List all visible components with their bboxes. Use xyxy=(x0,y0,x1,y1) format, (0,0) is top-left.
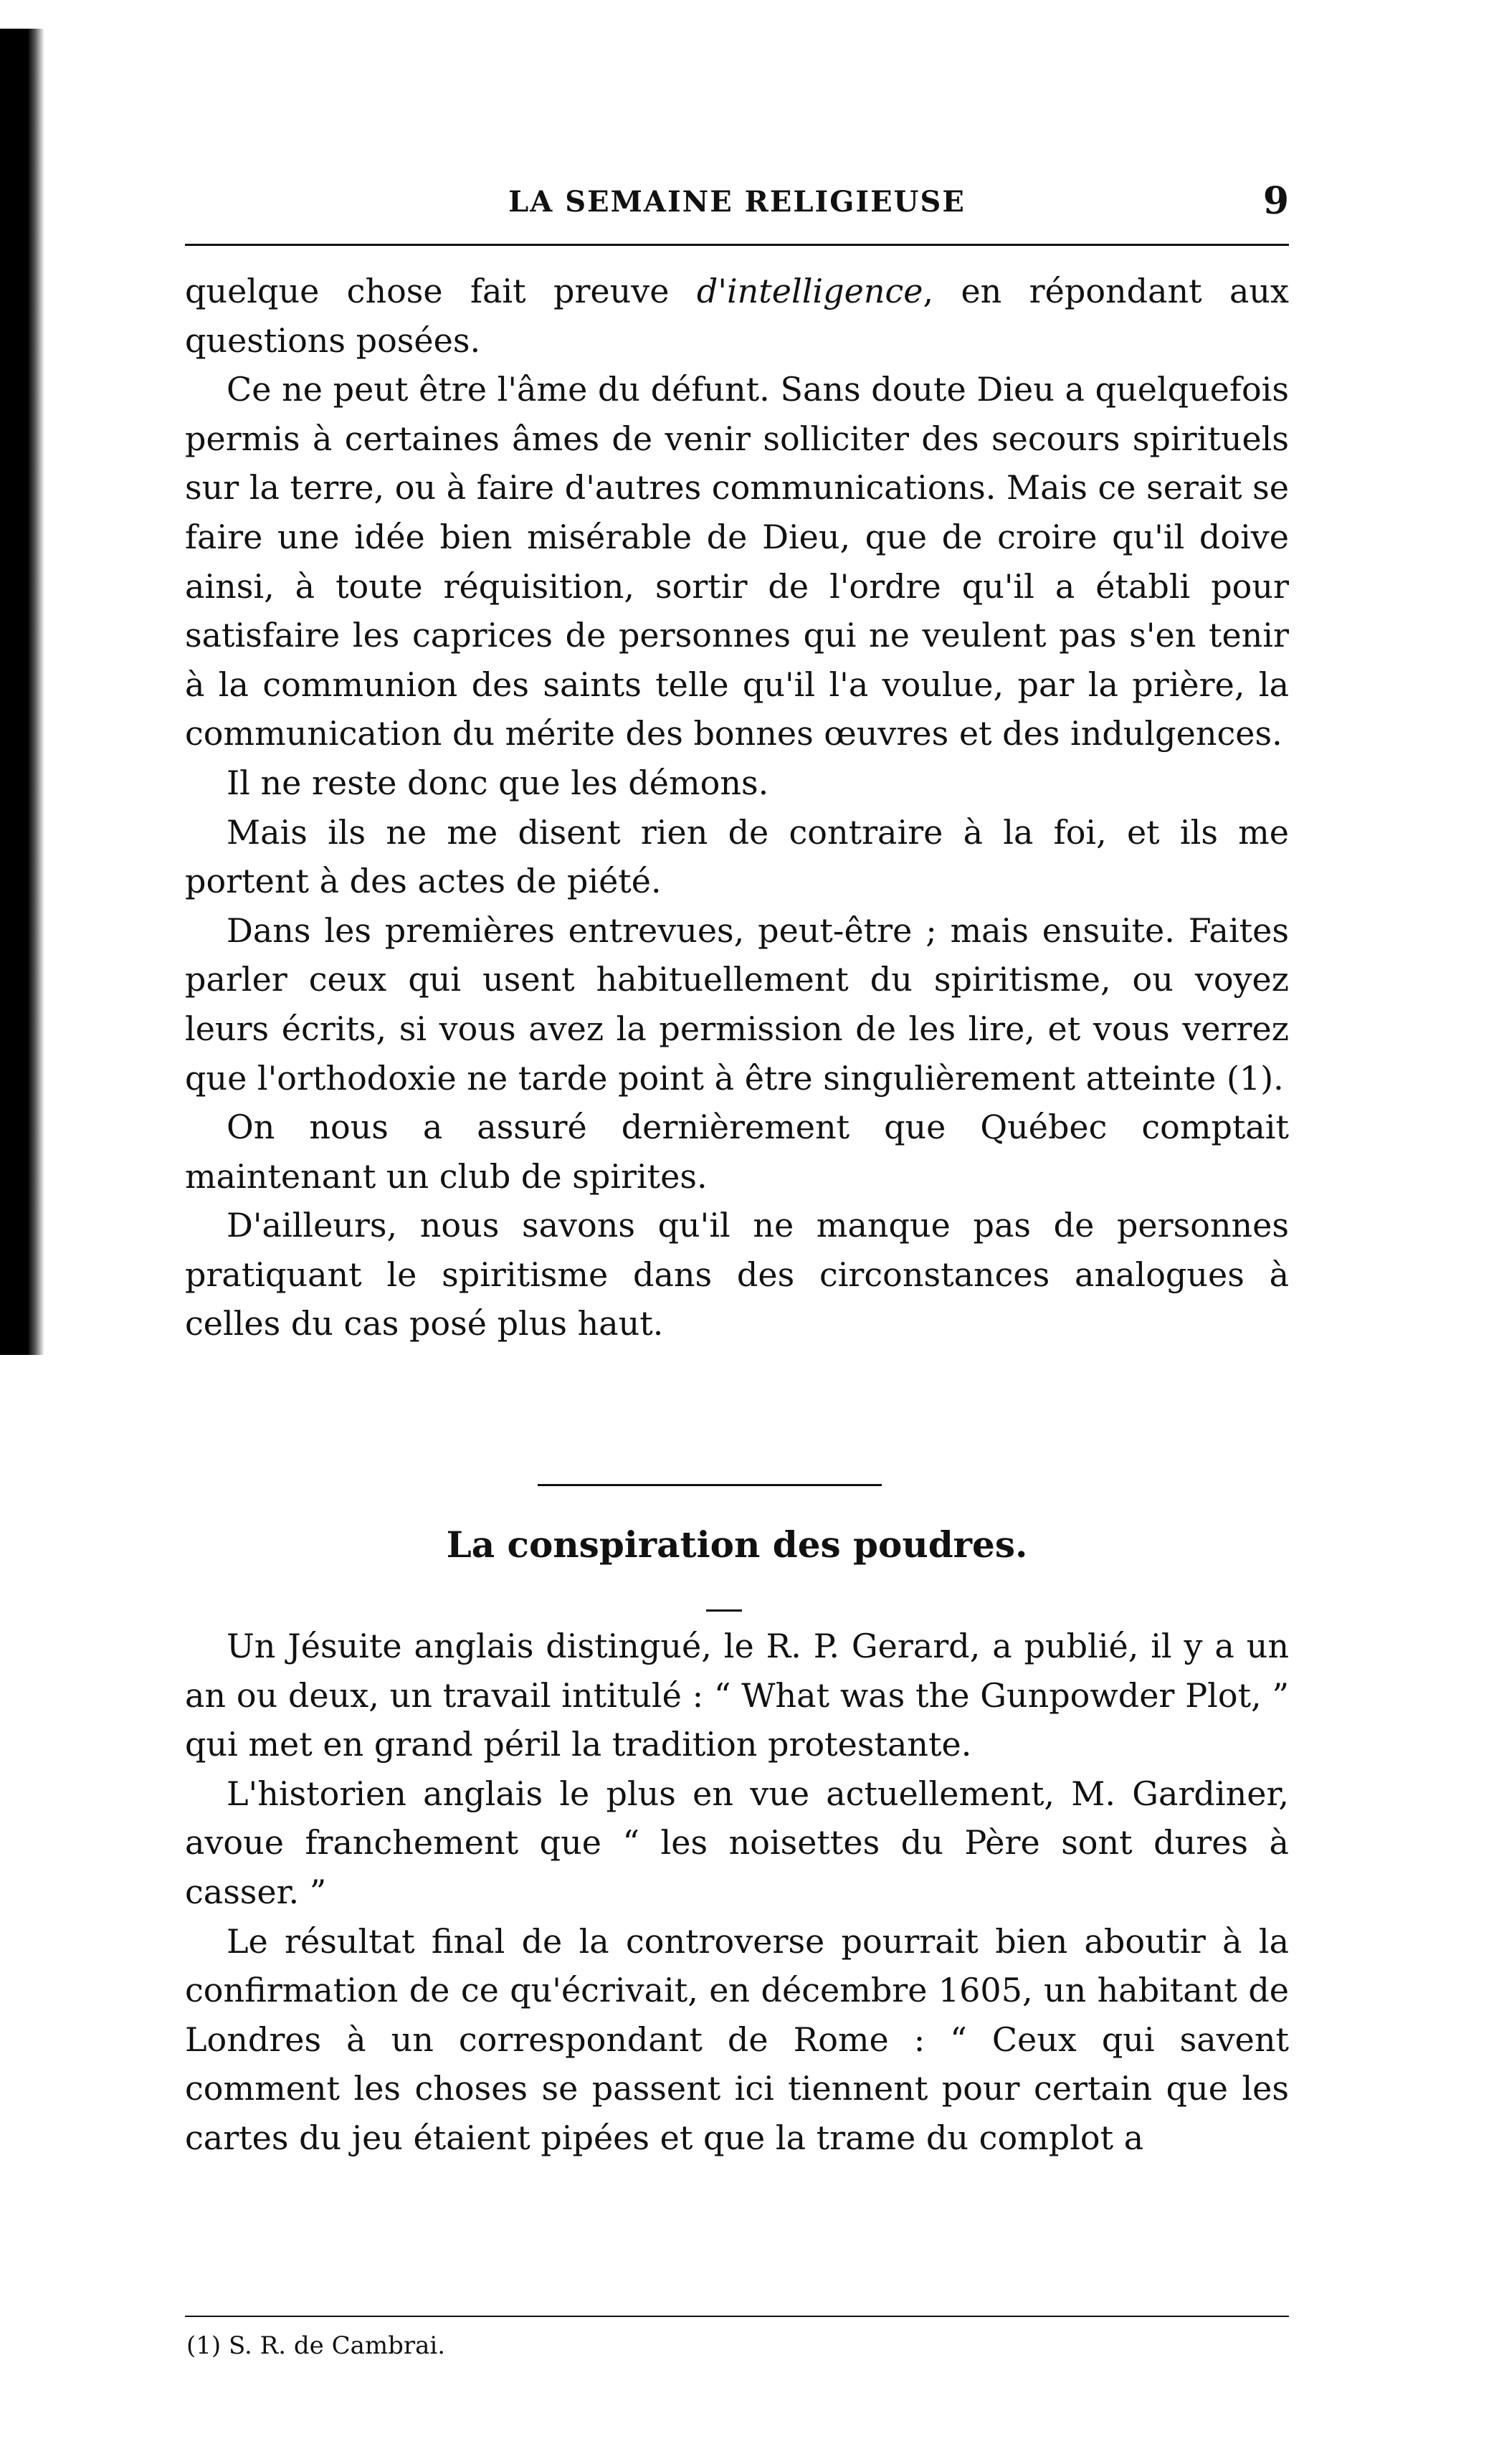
paragraph: Le résultat final de la controverse pourrait bien aboutir à la confirmation de ce qu'écrivait, en décembre 1605, un habitant de Londres à un correspondant de Rome : “ Ceux qui savent comment les choses se passent ici tiennent pour certain que les cartes du jeu étaient pipées et que la trame du complot a xyxy=(185,1921,1289,2157)
footnote-rule xyxy=(185,2316,1289,2317)
paragraph: D'ailleurs, nous savons qu'il ne manque pas de personnes pratiquant le spiritisme dans des circonstances analogues à celles du cas posé plus haut. xyxy=(185,1206,1289,1343)
scan-edge-shadow xyxy=(0,29,44,1355)
header-rule xyxy=(185,244,1289,246)
paragraph: Dans les premières entrevues, peut-être ; mais ensuite. Faites parler ceux qui usent habituellement du spiritisme, ou voyez leurs écrits, si vous avez la permission de les lire, et vous verrez que l'orthodoxie ne tarde point à être singulièrement atteinte (1). xyxy=(185,910,1289,1098)
text-run: , en répondant aux questions posées. xyxy=(185,272,1289,360)
paragraph: L'historien anglais le plus en vue actuellement, M. Gardiner, avoue franchement que “ les noisettes du Père sont dures à casser. ” xyxy=(185,1774,1289,1911)
page-header xyxy=(185,179,1289,222)
emphasis: d'intelligence xyxy=(696,272,923,310)
section-text xyxy=(185,1622,1289,2163)
paragraph: Ce ne peut être l'âme du défunt. Sans doute Dieu a quelquefois permis à certaines âmes de venir solliciter des secours spirituels sur la terre, ou à faire d'autres communications. Mais ce serait se faire une idée bien misérable de Dieu, que de croire qu'il doive ainsi, à toute réquisition, sortir de l'ordre qu'il a établi pour satisfaire les caprices de personnes qui ne veulent pas s'en tenir à la communion des saints telle qu'il l'a voulue, par la prière, la communication du mérite des bonnes œuvres et des indulgences. xyxy=(185,370,1289,753)
paragraph: Un Jésuite anglais distingué, le R. P. Gerard, a publié, il y a un an ou deux, un travail intitulé : “ What was the Gunpowder Plot, ” qui met en grand péril la tradition protestante. xyxy=(185,1627,1289,1764)
section-title: La conspiration des poudres. xyxy=(446,1523,1028,1566)
paragraph: Il ne reste donc que les démons. xyxy=(227,763,769,802)
footnote: (1) S. R. de Cambrai. xyxy=(186,2331,446,2360)
paragraph xyxy=(185,267,1289,365)
running-title: LA SEMAINE RELIGIEUSE xyxy=(508,185,966,219)
title-dash xyxy=(706,1609,742,1612)
text-run: quelque chose fait preuve xyxy=(185,272,697,310)
page-number: 9 xyxy=(1262,179,1289,223)
section-divider xyxy=(538,1484,882,1486)
paragraph: Mais ils ne me disent rien de contraire à la foi, et ils me portent à des actes de piété. xyxy=(185,812,1289,901)
body-text xyxy=(185,267,1289,1348)
paragraph: On nous a assuré dernièrement que Québec comptait maintenant un club de spirites. xyxy=(185,1108,1289,1196)
